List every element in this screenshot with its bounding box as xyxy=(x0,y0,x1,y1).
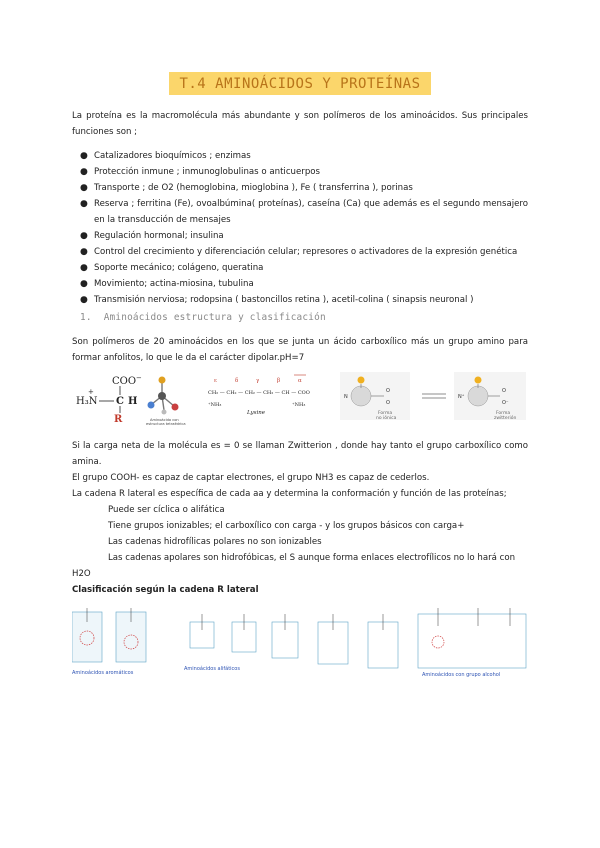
svg-text:⁺NH₃: ⁺NH₃ xyxy=(292,402,306,408)
bullet-icon: ● xyxy=(80,279,88,289)
svg-text:CH₂ — CH₂ — CH₂ — CH₂ — CH — C: CH₂ — CH₂ — CH₂ — CH₂ — CH — COO xyxy=(208,390,310,396)
classification-figure-svg xyxy=(72,604,528,678)
bullet-icon: ● xyxy=(80,263,88,273)
form-caption: zwitterión xyxy=(494,416,517,421)
minus-charge-label: − xyxy=(136,374,142,382)
bullet-icon: ● xyxy=(80,231,88,241)
list-item: ● Catalizadores bioquímicos ; enzimas xyxy=(72,148,528,164)
zwitterion-paragraph: Si la carga neta de la molécula es = 0 se llaman Zwitterion , donde hay tanto el grupo carboxílico como amina. xyxy=(72,441,528,467)
chain-paragraph: La cadena R lateral es específica de cada aa y determina la conformación y función de las proteínas; xyxy=(72,489,507,499)
list-item: ● Soporte mecánico; colágeno, queratina xyxy=(72,260,528,276)
ball-stick-model xyxy=(146,377,186,427)
chain-item: Puede ser cíclica o alifática xyxy=(108,505,225,515)
nonionic-form-diagram xyxy=(340,372,410,421)
bullet-icon: ● xyxy=(80,183,88,193)
cooh-paragraph: El grupo COOH- es capaz de captar electrones, el grupo NH3 es capaz de cederlos. xyxy=(72,473,430,483)
r-group-label: R xyxy=(114,414,123,425)
bullet-icon: ● xyxy=(80,199,88,209)
list-item: ● Transporte ; de O2 (hemoglobina, mioglobina ), Fe ( transferrina ), porinas xyxy=(72,180,528,196)
greek-label: γ xyxy=(256,378,260,384)
amine-label: H₃N xyxy=(76,396,98,407)
svg-text:O: O xyxy=(502,388,506,394)
caption-aliphatic: Aminoácidos alifáticos xyxy=(184,666,240,672)
lysine-label: Lysine xyxy=(247,410,266,416)
classification-figure xyxy=(72,604,528,678)
list-item: ● Transmisión nerviosa; rodopsina ( bastoncillos retina ), acetil-colina ( sinapsis neuronal ) xyxy=(72,292,528,308)
plus-charge-label: + xyxy=(88,388,94,396)
svg-text:N⁺: N⁺ xyxy=(458,394,465,400)
svg-text:O: O xyxy=(386,400,390,406)
carboxyl-label: COO xyxy=(112,376,137,387)
svg-text:⁺NH₃: ⁺NH₃ xyxy=(208,402,222,408)
list-item: ● Protección inmune ; inmunoglobulinas o anticuerpos xyxy=(72,164,528,180)
list-item: ● Regulación hormonal; insulina xyxy=(72,228,528,244)
svg-text:O: O xyxy=(386,388,390,394)
section-number: 1. xyxy=(80,312,92,323)
greek-label: δ xyxy=(235,378,239,384)
model-caption: Aminoácido con xyxy=(150,418,179,422)
bullet-icon: ● xyxy=(80,247,88,257)
bullet-icon: ● xyxy=(80,295,88,305)
caption-alcohol: Aminoácidos con grupo alcohol xyxy=(422,672,501,678)
bullet-icon: ● xyxy=(80,167,88,177)
greek-label: β xyxy=(277,378,281,384)
page-title: T.4 AMINOÁCIDOS Y PROTEÍNAS xyxy=(169,72,430,95)
document-body xyxy=(72,108,528,678)
lysine-formula xyxy=(208,375,310,416)
list-item: ● Reserva ; ferritina (Fe), ovoalbúmina( proteínas), caseína (Ca) que además es el segundo mensajero en la transducción de mensajes xyxy=(72,196,528,228)
model-caption: estructura tetraédrica xyxy=(146,422,186,426)
classification-title: Clasificación según la cadena R lateral xyxy=(72,585,259,595)
section-title: Aminoácidos estructura y clasificación xyxy=(103,312,326,323)
section1-paragraph: Son polímeros de 20 aminoácidos en los que se junta un ácido carboxílico más un grupo amino para formar anfolitos, lo que le da el carácter dipolar.pH=7 xyxy=(72,337,528,363)
greek-label: α xyxy=(298,378,302,384)
chain-item: Tiene grupos ionizables; el carboxílico con carga - y los grupos básicos con carga+ xyxy=(108,521,465,531)
form-caption: no iónica xyxy=(376,416,397,421)
functions-list xyxy=(72,148,528,308)
list-item: ● Movimiento; actina-miosina, tubulina xyxy=(72,276,528,292)
list-item: ● Control del crecimiento y diferenciación celular; represores o activadores de la expresión genética xyxy=(72,244,528,260)
svg-text:N: N xyxy=(344,394,348,400)
intro-paragraph: La proteína es la macromolécula más abundante y son polímeros de los aminoácidos. Sus principales funciones son ; xyxy=(72,111,528,137)
caption-aromatic: Aminoácidos aromáticos xyxy=(72,670,134,676)
chain-apolar-paragraph: Las cadenas apolares son hidrofóbicas, el S aunque forma enlaces electrofílicos no lo hará con H2O xyxy=(72,553,516,579)
amino-acid-structure-figure xyxy=(72,370,528,430)
bullet-icon: ● xyxy=(80,151,88,161)
greek-label: ε xyxy=(214,378,217,384)
svg-text:O⁻: O⁻ xyxy=(502,400,509,406)
chain-item: Las cadenas hidrofílicas polares no son ionizables xyxy=(108,537,322,547)
hydrogen-label: H xyxy=(128,396,138,407)
form-caption: Forma xyxy=(378,411,393,416)
structure-figure-svg xyxy=(72,370,528,430)
form-caption: Forma xyxy=(496,411,511,416)
title-wrap xyxy=(0,72,600,95)
section-heading xyxy=(80,310,528,326)
alpha-carbon-label: C xyxy=(116,396,124,407)
zwitterion-form-diagram xyxy=(454,372,526,421)
